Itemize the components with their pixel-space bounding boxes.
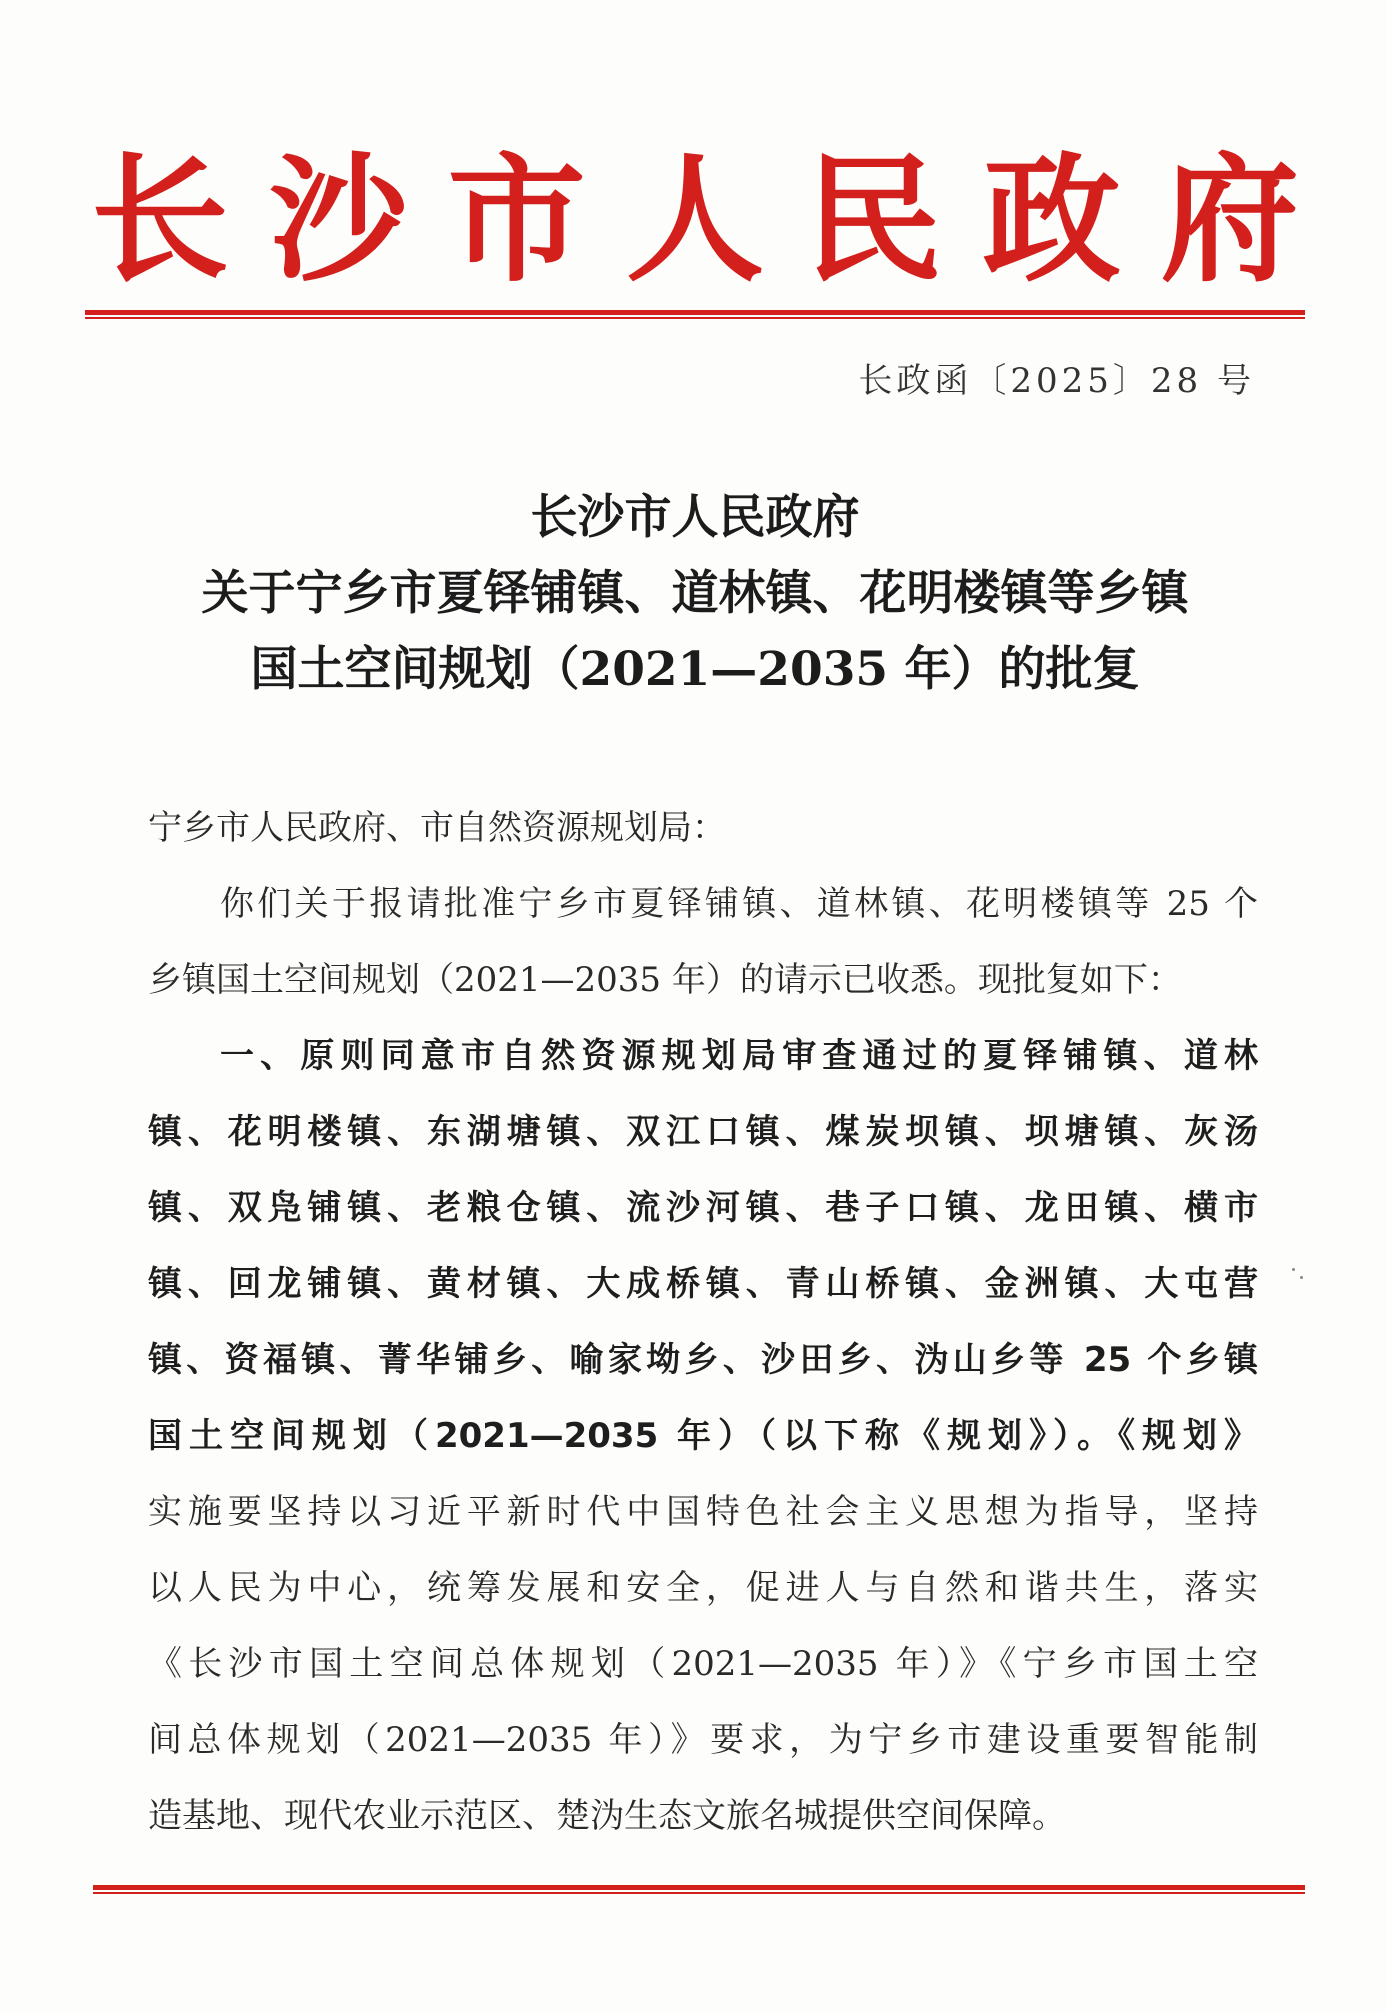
salutation: 宁乡市人民政府、市自然资源规划局： xyxy=(148,808,726,848)
body-line: 以人民为中心，统筹发展和安全，促进人与自然和谐共生，落实 xyxy=(148,1568,1258,1608)
masthead-char: 民 xyxy=(804,138,943,301)
masthead-char: 长 xyxy=(90,138,229,301)
body-line: 乡镇国土空间规划（2021—2035 年）的请示已收悉。现批复如下： xyxy=(148,960,1182,1000)
red-divider-thin xyxy=(93,1892,1305,1894)
body-line: 镇、花明楼镇、东湖塘镇、双江口镇、煤炭坝镇、坝塘镇、灰汤 xyxy=(148,1112,1258,1152)
red-divider-thick xyxy=(93,1885,1305,1890)
document-title-line-1: 长沙市人民政府 xyxy=(530,490,860,545)
masthead-char: 市 xyxy=(447,138,586,301)
masthead-char: 府 xyxy=(1160,138,1299,301)
scan-speck xyxy=(1292,1268,1295,1271)
masthead-char: 政 xyxy=(982,138,1121,301)
document-title-line-3: 国土空间规划（2021—2035 年）的批复 xyxy=(250,642,1140,697)
masthead-char: 人 xyxy=(625,138,764,301)
masthead-char: 沙 xyxy=(269,138,408,301)
body-line: 国土空间规划（2021—2035 年）（以下称《规划》）。《规划》 xyxy=(148,1416,1258,1456)
red-divider-bottom xyxy=(93,1885,1305,1895)
body-line: 镇、回龙铺镇、黄材镇、大成桥镇、青山桥镇、金洲镇、大屯营 xyxy=(148,1264,1258,1304)
red-divider-thin xyxy=(85,317,1305,319)
body-line: 间总体规划（2021—2035 年）》要求，为宁乡市建设重要智能制 xyxy=(148,1720,1258,1760)
body-line: 《长沙市国土空间总体规划（2021—2035 年）》《宁乡市国土空 xyxy=(148,1644,1258,1684)
red-divider-thick xyxy=(85,310,1305,315)
scan-speck xyxy=(1300,1276,1303,1279)
masthead-title xyxy=(85,138,1305,301)
body-line: 镇、资福镇、菁华铺乡、喻家坳乡、沙田乡、沩山乡等 25 个乡镇 xyxy=(148,1340,1258,1380)
body-line: 镇、双凫铺镇、老粮仓镇、流沙河镇、巷子口镇、龙田镇、横市 xyxy=(148,1188,1258,1228)
body-line: 你们关于报请批准宁乡市夏铎铺镇、道林镇、花明楼镇等 25 个 xyxy=(220,884,1258,924)
body-line: 造基地、现代农业示范区、楚沩生态文旅名城提供空间保障。 xyxy=(148,1796,1066,1836)
document-title-line-2: 关于宁乡市夏铎铺镇、道林镇、花明楼镇等乡镇 xyxy=(201,566,1189,621)
document-number: 长政函〔2025〕28 号 xyxy=(858,361,1255,401)
body-line: 实施要坚持以习近平新时代中国特色社会主义思想为指导，坚持 xyxy=(148,1492,1258,1532)
body-line: 一、原则同意市自然资源规划局审查通过的夏铎铺镇、道林 xyxy=(220,1036,1258,1076)
red-divider-top xyxy=(85,310,1305,320)
